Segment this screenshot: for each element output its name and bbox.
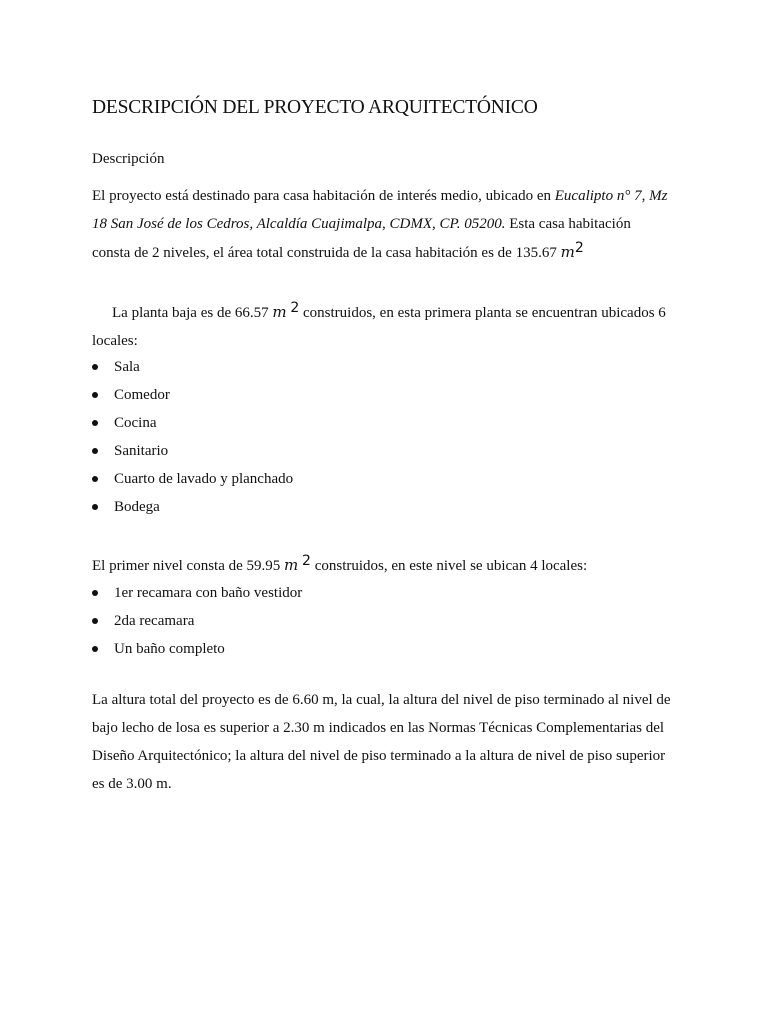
height-line: bajo lecho de losa es superior a 2.30 m indicados en las Normas Técnicas Complementarias del bbox=[92, 720, 665, 736]
ground-text: construidos, en esta primera planta se encuentran ubicados 6 bbox=[299, 305, 666, 321]
list-item bbox=[92, 607, 302, 635]
list-item-label: Sanitario bbox=[114, 443, 169, 459]
intro-text: El proyecto está destinado para casa habitación de interés medio, ubicado en bbox=[92, 188, 555, 204]
ground-line-2: locales: bbox=[92, 333, 138, 349]
first-floor-paragraph bbox=[92, 551, 672, 580]
first-line-1 bbox=[92, 551, 672, 580]
intro-text: Esta casa habitación bbox=[505, 216, 631, 232]
first-floor-list bbox=[92, 579, 302, 663]
list-item bbox=[92, 381, 293, 409]
intro-line-3 bbox=[92, 238, 672, 267]
list-item bbox=[92, 353, 293, 381]
bullet-icon bbox=[92, 364, 98, 370]
bullet-icon bbox=[92, 590, 98, 596]
list-item-label: 1er recamara con baño vestidor bbox=[114, 585, 303, 601]
height-line: La altura total del proyecto es de 6.60 m, la cual, la altura del nivel de piso terminado al nivel de bbox=[92, 692, 671, 708]
list-item bbox=[92, 465, 293, 493]
unit-symbol: m bbox=[560, 243, 575, 261]
section-heading: Descripción bbox=[92, 151, 165, 167]
bullet-icon bbox=[92, 448, 98, 454]
first-text: construidos, en este nivel se ubican 4 locales: bbox=[310, 558, 588, 574]
intro-paragraph bbox=[92, 182, 672, 267]
unit-symbol: m bbox=[284, 556, 299, 574]
ground-floor-list bbox=[92, 353, 293, 521]
list-item-label: Cocina bbox=[114, 415, 157, 431]
list-item bbox=[92, 437, 293, 465]
bullet-icon bbox=[92, 646, 98, 652]
list-item-label: Sala bbox=[114, 359, 140, 375]
intro-line-2 bbox=[92, 210, 672, 238]
ground-line-1 bbox=[92, 298, 672, 327]
address-text: 18 San José de los Cedros, Alcaldía Cuajimalpa, CDMX, CP. 05200. bbox=[92, 216, 506, 232]
list-item-label: Cuarto de lavado y planchado bbox=[114, 471, 294, 487]
list-item bbox=[92, 635, 302, 663]
unit-exponent: 2 bbox=[290, 300, 300, 316]
unit-symbol: m bbox=[272, 303, 287, 321]
intro-text: consta de 2 niveles, el área total construida de la casa habitación es de 135.67 bbox=[92, 245, 561, 261]
height-line: Diseño Arquitectónico; la altura del nivel de piso terminado a la altura de nivel de piso superior bbox=[92, 748, 666, 764]
bullet-icon bbox=[92, 420, 98, 426]
list-item bbox=[92, 409, 293, 437]
unit-exponent: 2 bbox=[574, 240, 584, 256]
list-item bbox=[92, 579, 302, 607]
document-title: DESCRIPCIÓN DEL PROYECTO ARQUITECTÓNICO bbox=[92, 97, 538, 118]
first-text: El primer nivel consta de 59.95 bbox=[92, 558, 285, 574]
height-line: es de 3.00 m. bbox=[92, 776, 172, 792]
list-item-label: Bodega bbox=[114, 499, 160, 515]
bullet-icon bbox=[92, 618, 98, 624]
ground-floor-paragraph bbox=[92, 298, 672, 355]
ground-text: La planta baja es de 66.57 bbox=[112, 305, 273, 321]
list-item-label: Comedor bbox=[114, 387, 170, 403]
bullet-icon bbox=[92, 504, 98, 510]
list-item bbox=[92, 493, 293, 521]
address-text: Eucalipto n° 7, Mz bbox=[554, 188, 668, 204]
list-item-label: 2da recamara bbox=[114, 613, 195, 629]
bullet-icon bbox=[92, 392, 98, 398]
unit-exponent: 2 bbox=[302, 553, 311, 569]
intro-line-1 bbox=[92, 182, 672, 210]
list-item-label: Un baño completo bbox=[114, 641, 225, 657]
bullet-icon bbox=[92, 476, 98, 482]
height-paragraph bbox=[92, 686, 672, 798]
